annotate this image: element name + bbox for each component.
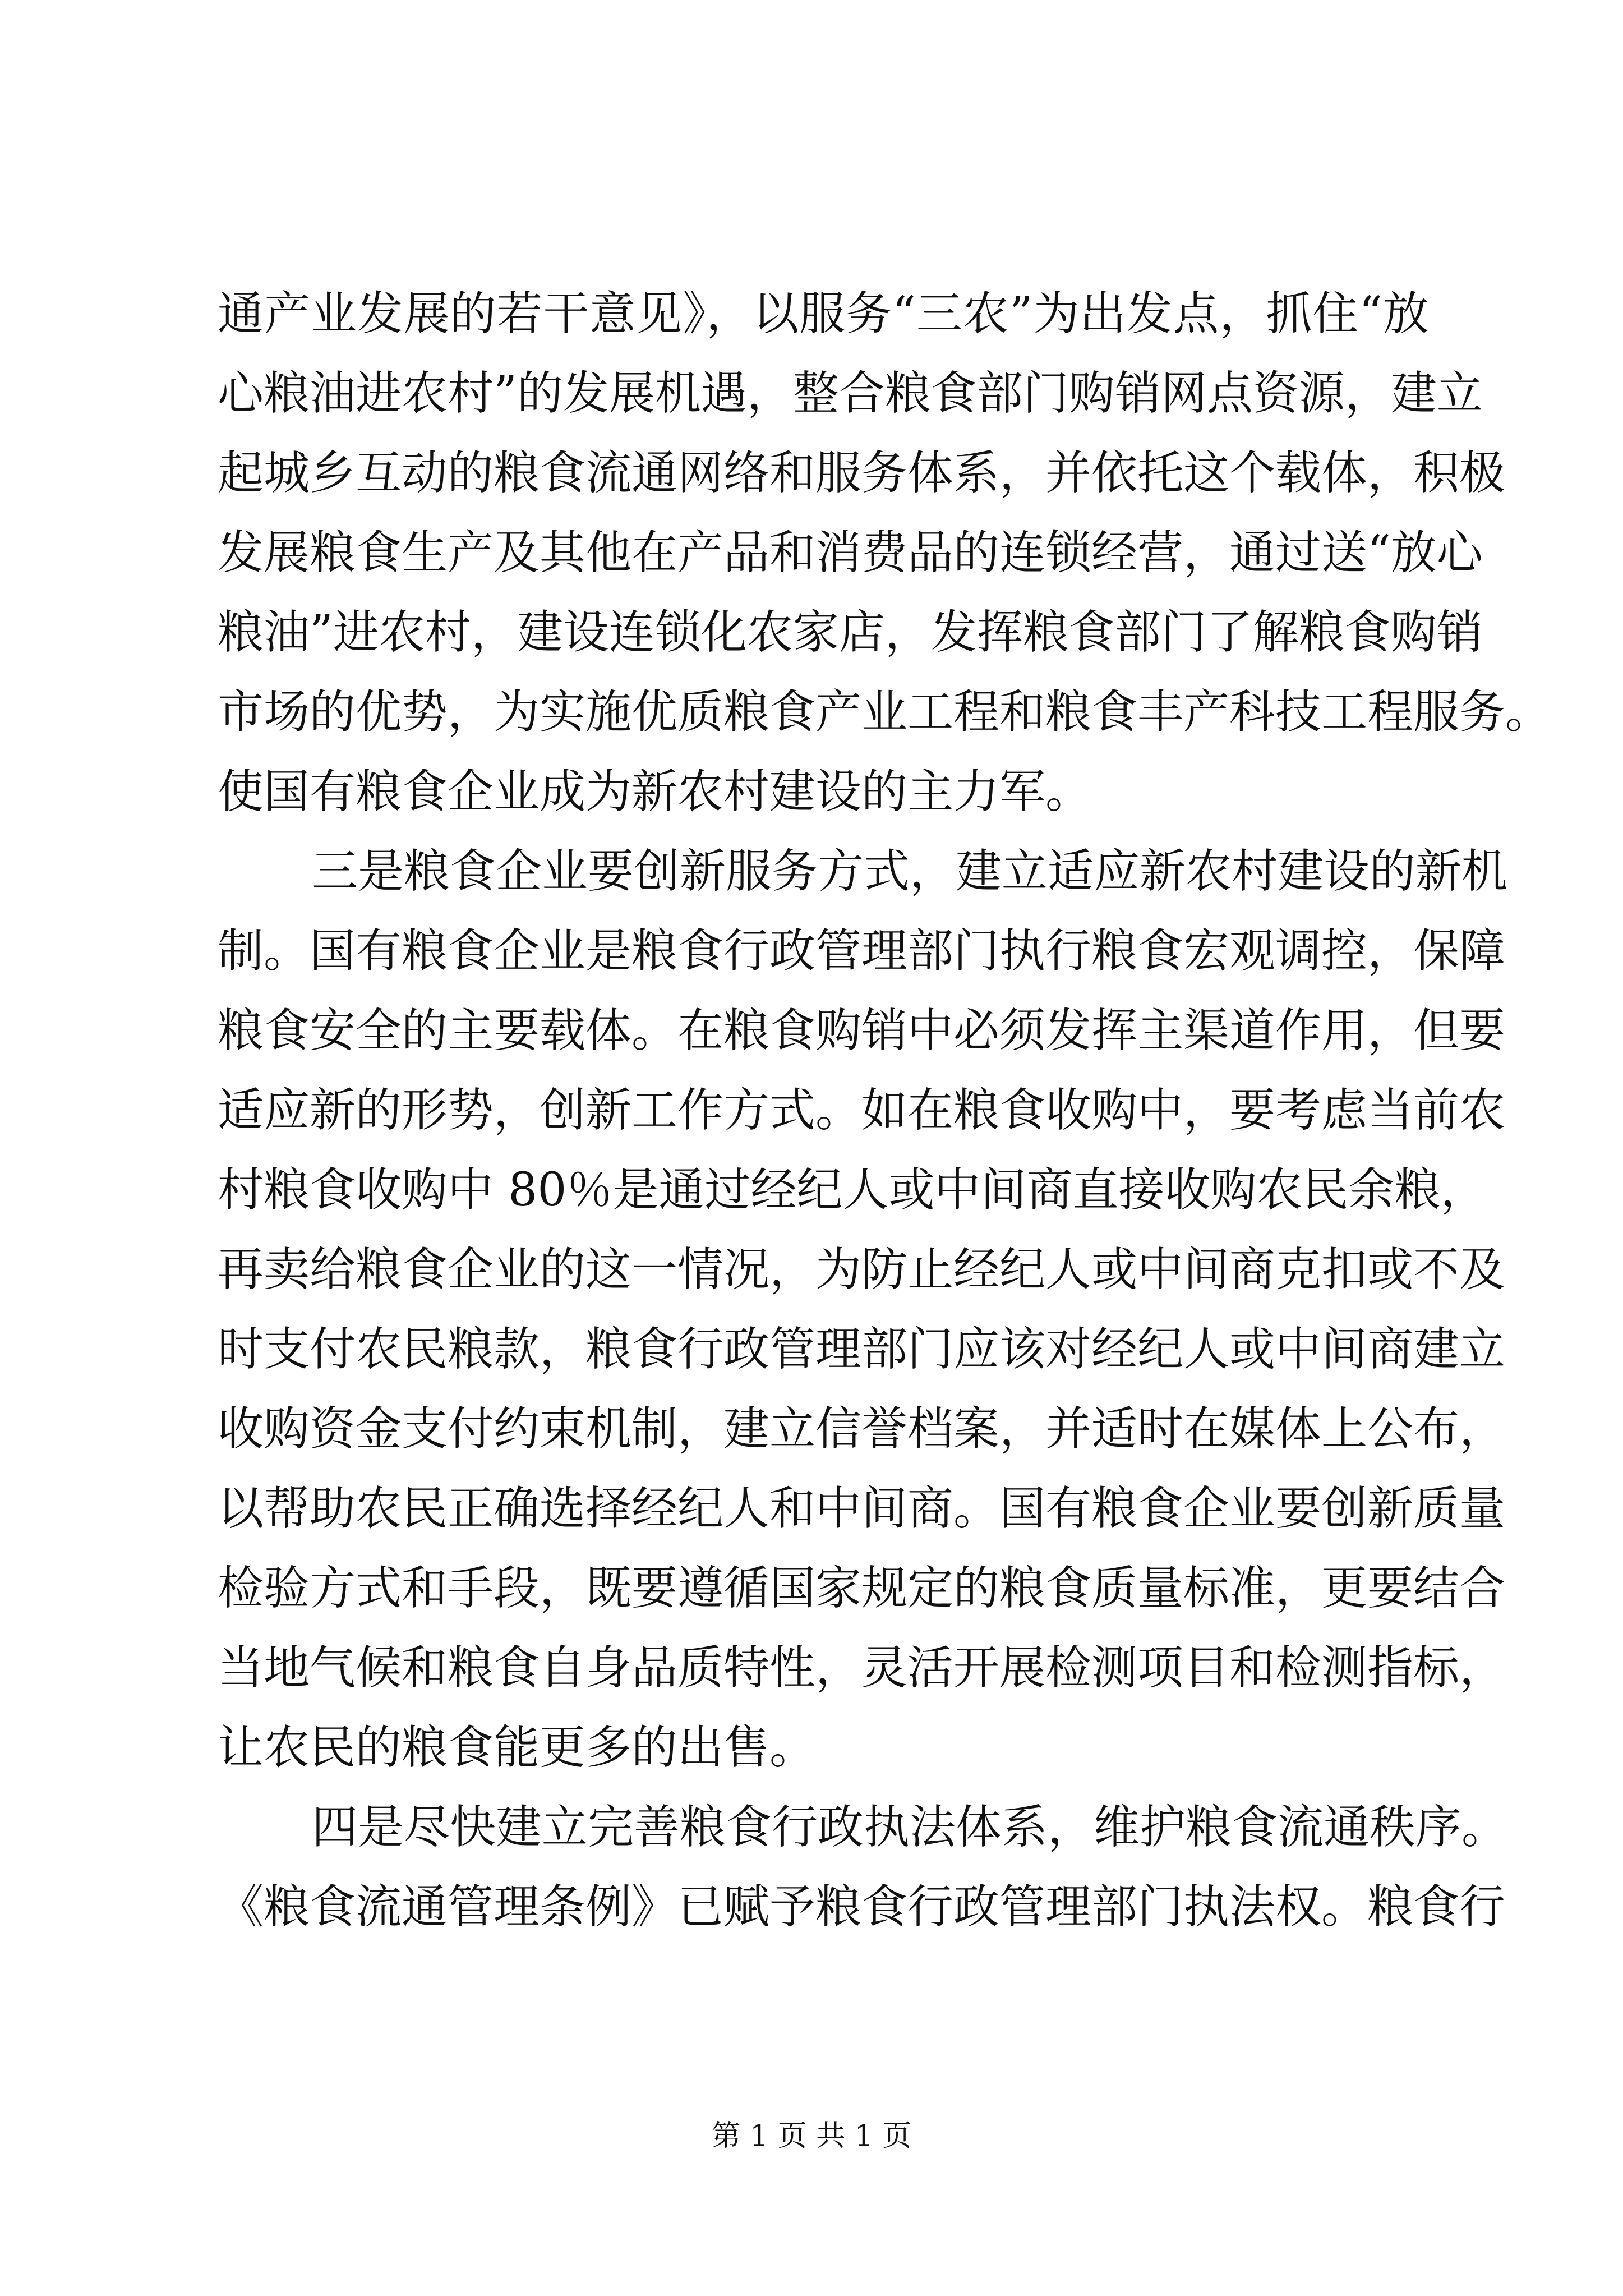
text-line: 《粮食流通管理条例》已赋予粮食行政管理部门执法权。粮食行 — [218, 1880, 1506, 1934]
text-line: 让农民的粮食能更多的出售。 — [218, 1721, 816, 1774]
text-line: 使国有粮食企业成为新农村建设的主力军。 — [218, 765, 1092, 818]
text-line: 适应新的形势，创新工作方式。如在粮食收购中，要考虑当前农 — [218, 1084, 1506, 1137]
text-line: 再卖给粮食企业的这一情况，为防止经纪人或中间商克扣或不及 — [218, 1243, 1506, 1296]
paragraph-first-line: 四是尽快建立完善粮食行政执法体系，维护粮食流通秩序。 — [312, 1801, 1508, 1854]
text-line: 起城乡互动的粮食流通网络和服务体系，并依托这个载体，积极 — [218, 447, 1506, 500]
text-line: 粮食安全的主要载体。在粮食购销中必须发挥主渠道作用，但要 — [218, 1004, 1506, 1057]
text-line: 当地气候和粮食自身品质特性，灵活开展检测项目和检测指标， — [218, 1641, 1506, 1695]
text-line: 发展粮食生产及其他在产品和消费品的连锁经营，通过送“放心 — [218, 526, 1483, 579]
page-footer: 第 1 页 共 1 页 — [711, 2119, 912, 2153]
text-line: 检验方式和手段，既要遵循国家规定的粮食质量标准，更要结合 — [218, 1562, 1506, 1615]
text-line: 村粮食收购中 80％是通过经纪人或中间商直接收购农民余粮， — [218, 1163, 1487, 1217]
text-line: 市场的优势，为实施优质粮食产业工程和粮食丰产科技工程服务。 — [218, 685, 1552, 739]
text-line: 通产业发展的若干意见》，以服务“三农”为出发点，抓住“放 — [218, 287, 1429, 341]
paragraph-first-line: 三是粮食企业要创新服务方式，建立适应新农村建设的新机 — [312, 845, 1508, 898]
text-line: 以帮助农民正确选择经纪人和中间商。国有粮食企业要创新质量 — [218, 1482, 1506, 1535]
text-line: 时支付农民粮款，粮食行政管理部门应该对经纪人或中间商建立 — [218, 1323, 1506, 1376]
text-line: 粮油”进农村，建设连锁化农家店，发挥粮食部门了解粮食购销 — [218, 606, 1483, 659]
text-line: 收购资金支付约束机制，建立信誉档案，并适时在媒体上公布， — [218, 1402, 1506, 1456]
text-line: 制。国有粮食企业是粮食行政管理部门执行粮食宏观调控，保障 — [218, 924, 1506, 978]
text-line: 心粮油进农村”的发展机遇，整合粮食部门购销网点资源，建立 — [218, 367, 1483, 420]
